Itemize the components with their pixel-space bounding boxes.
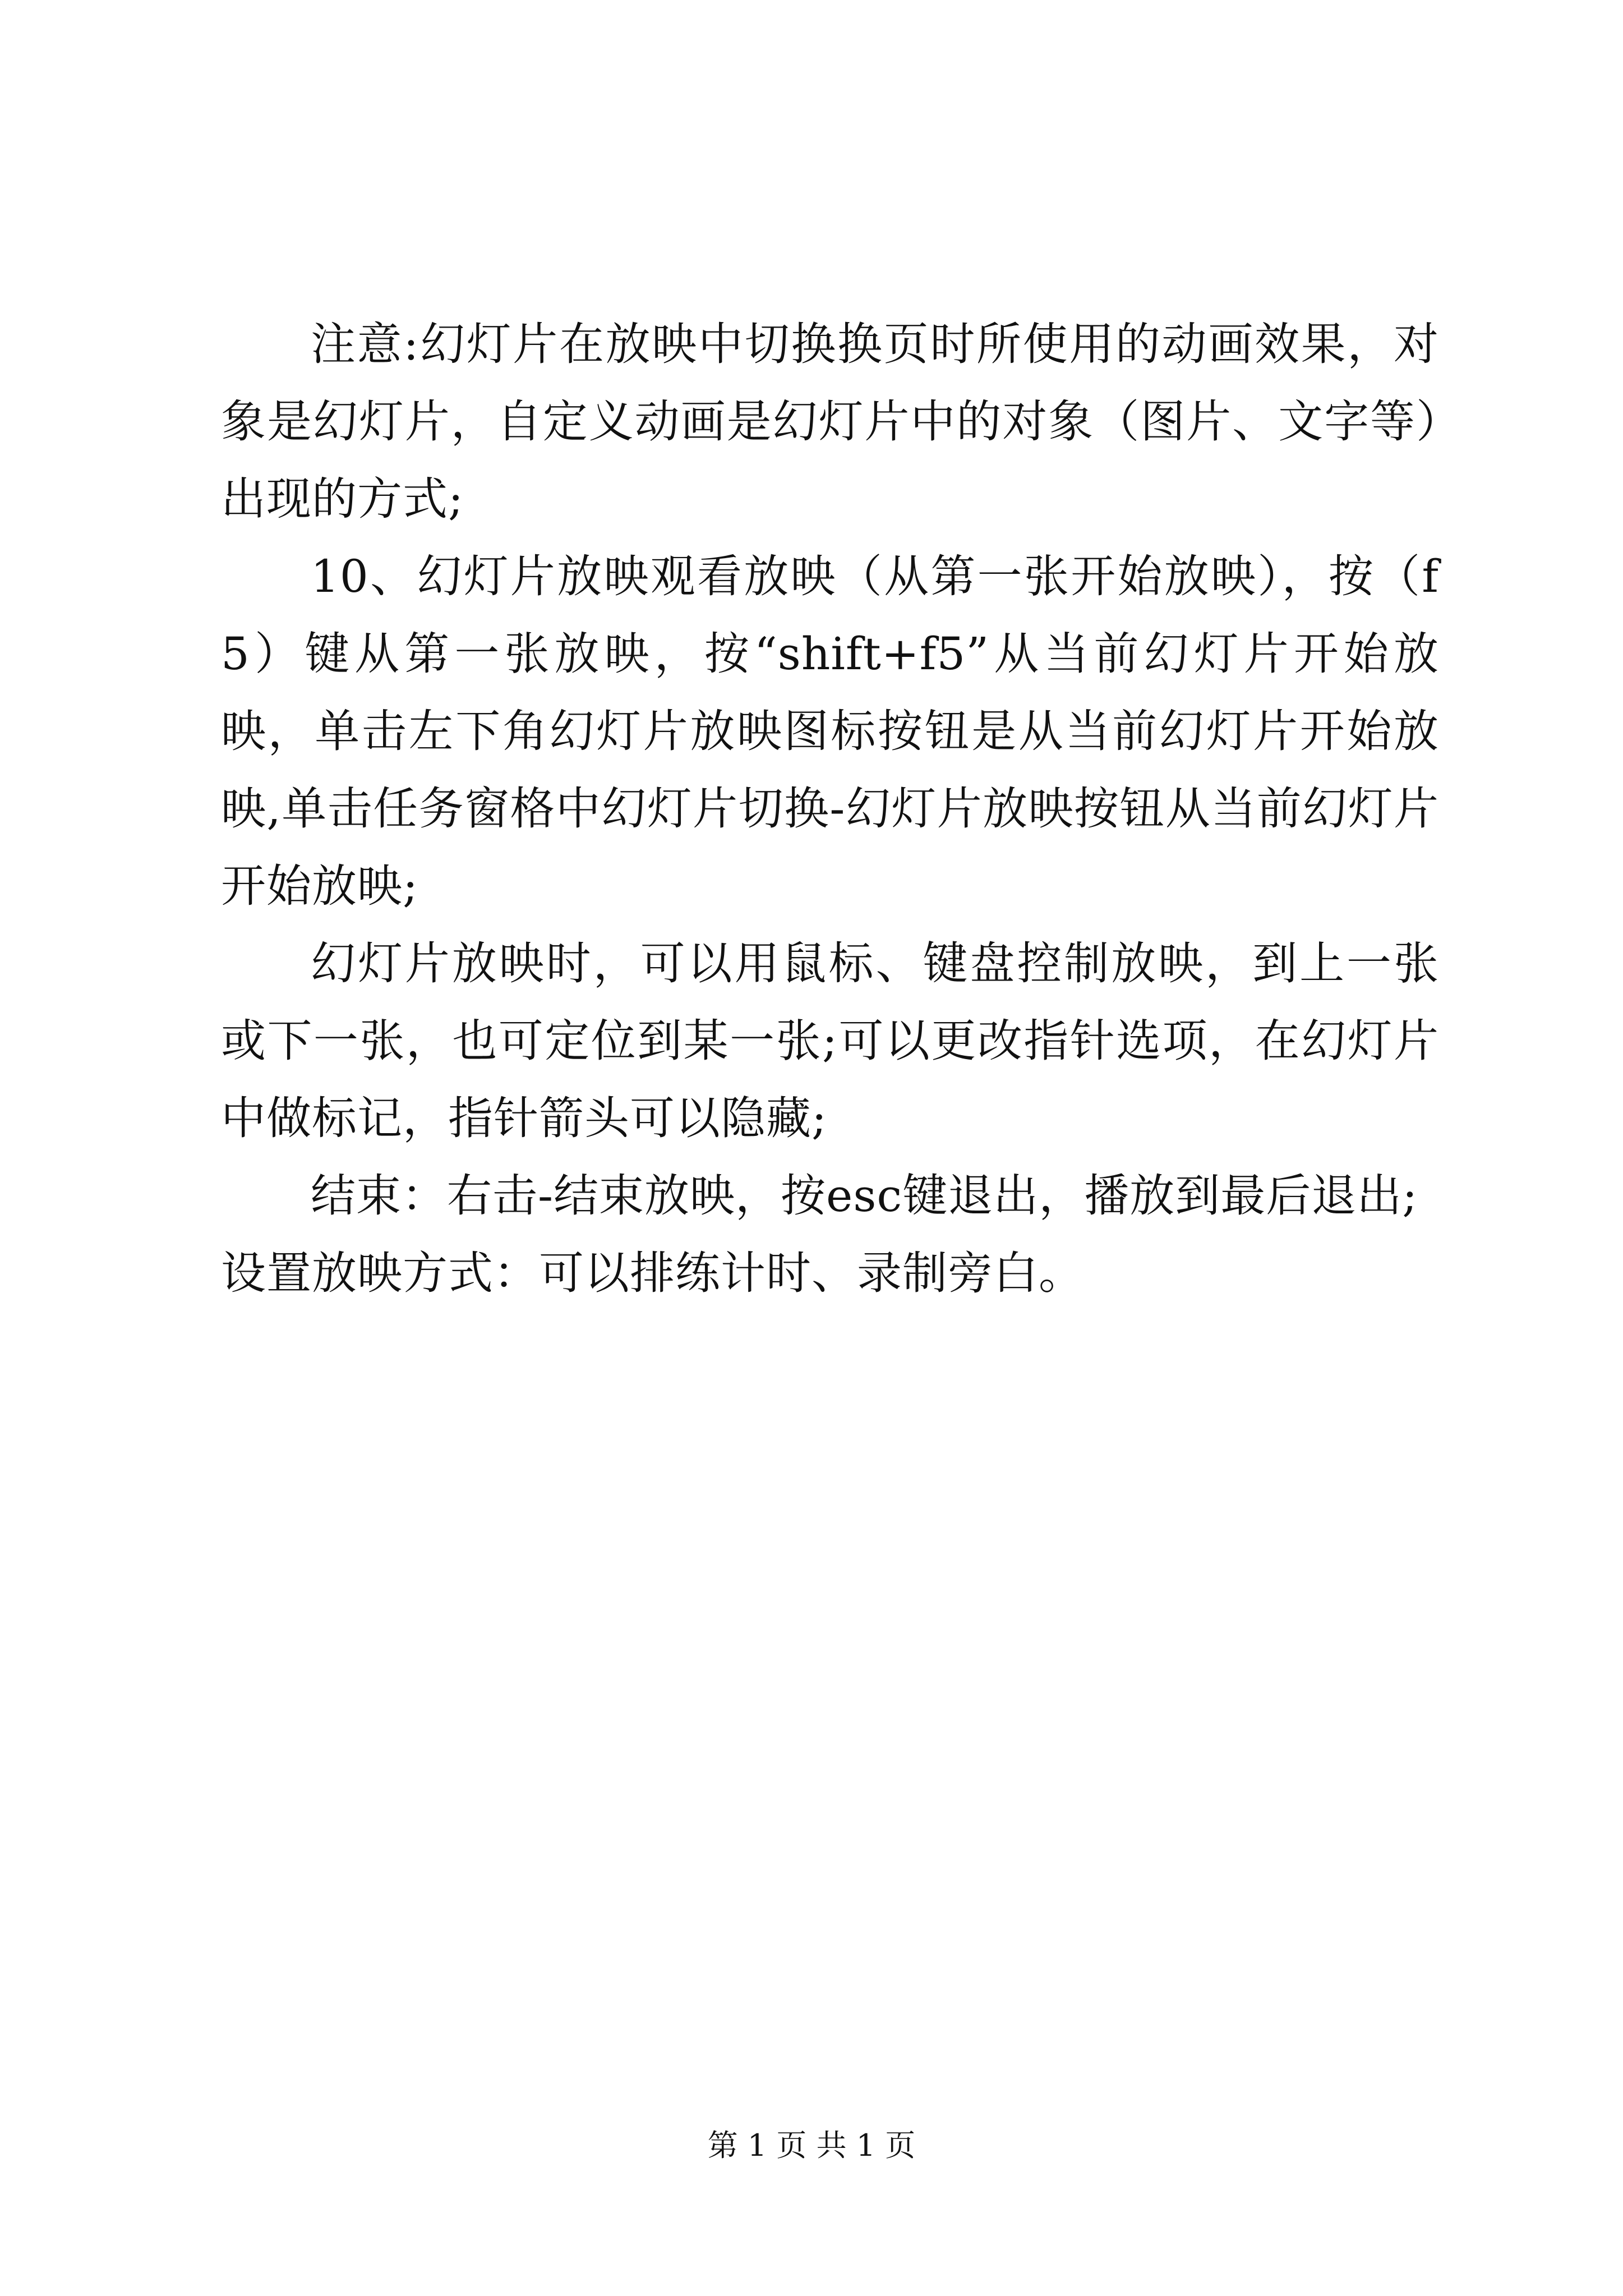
page-number-footer: 第 1 页 共 1 页 [707, 2128, 916, 2163]
paragraph-setup-show: 设置放映方式：可以排练计时、录制旁白。 [221, 1247, 1084, 1299]
paragraph-end-show: 结束：右击-结束放映，按esc键退出，播放到最后退出; [311, 1170, 1418, 1222]
paragraph-transition-note: 注意:幻灯片在放映中切换换页时所使用的动画效果，对象是幻灯片，自定义动画是幻灯片中的对象（图片、文字等）出现的方式; [221, 318, 1439, 525]
document-body [221, 306, 1439, 1312]
paragraph-slideshow-control: 幻灯片放映时，可以用鼠标、键盘控制放映，到上一张或下一张，也可定位到某一张;可以更改指针选项，在幻灯片中做标记，指针箭头可以隐藏; [221, 937, 1439, 1144]
paragraph-slideshow-start: 10、幻灯片放映观看放映（从第一张开始放映），按（f5）键从第一张放映，按“shift+f5”从当前幻灯片开始放映，单击左下角幻灯片放映图标按钮是从当前幻灯片开始放映,单击任务窗格中幻灯片切换-幻灯片放映按钮从当前幻灯片开始放映; [221, 550, 1439, 912]
